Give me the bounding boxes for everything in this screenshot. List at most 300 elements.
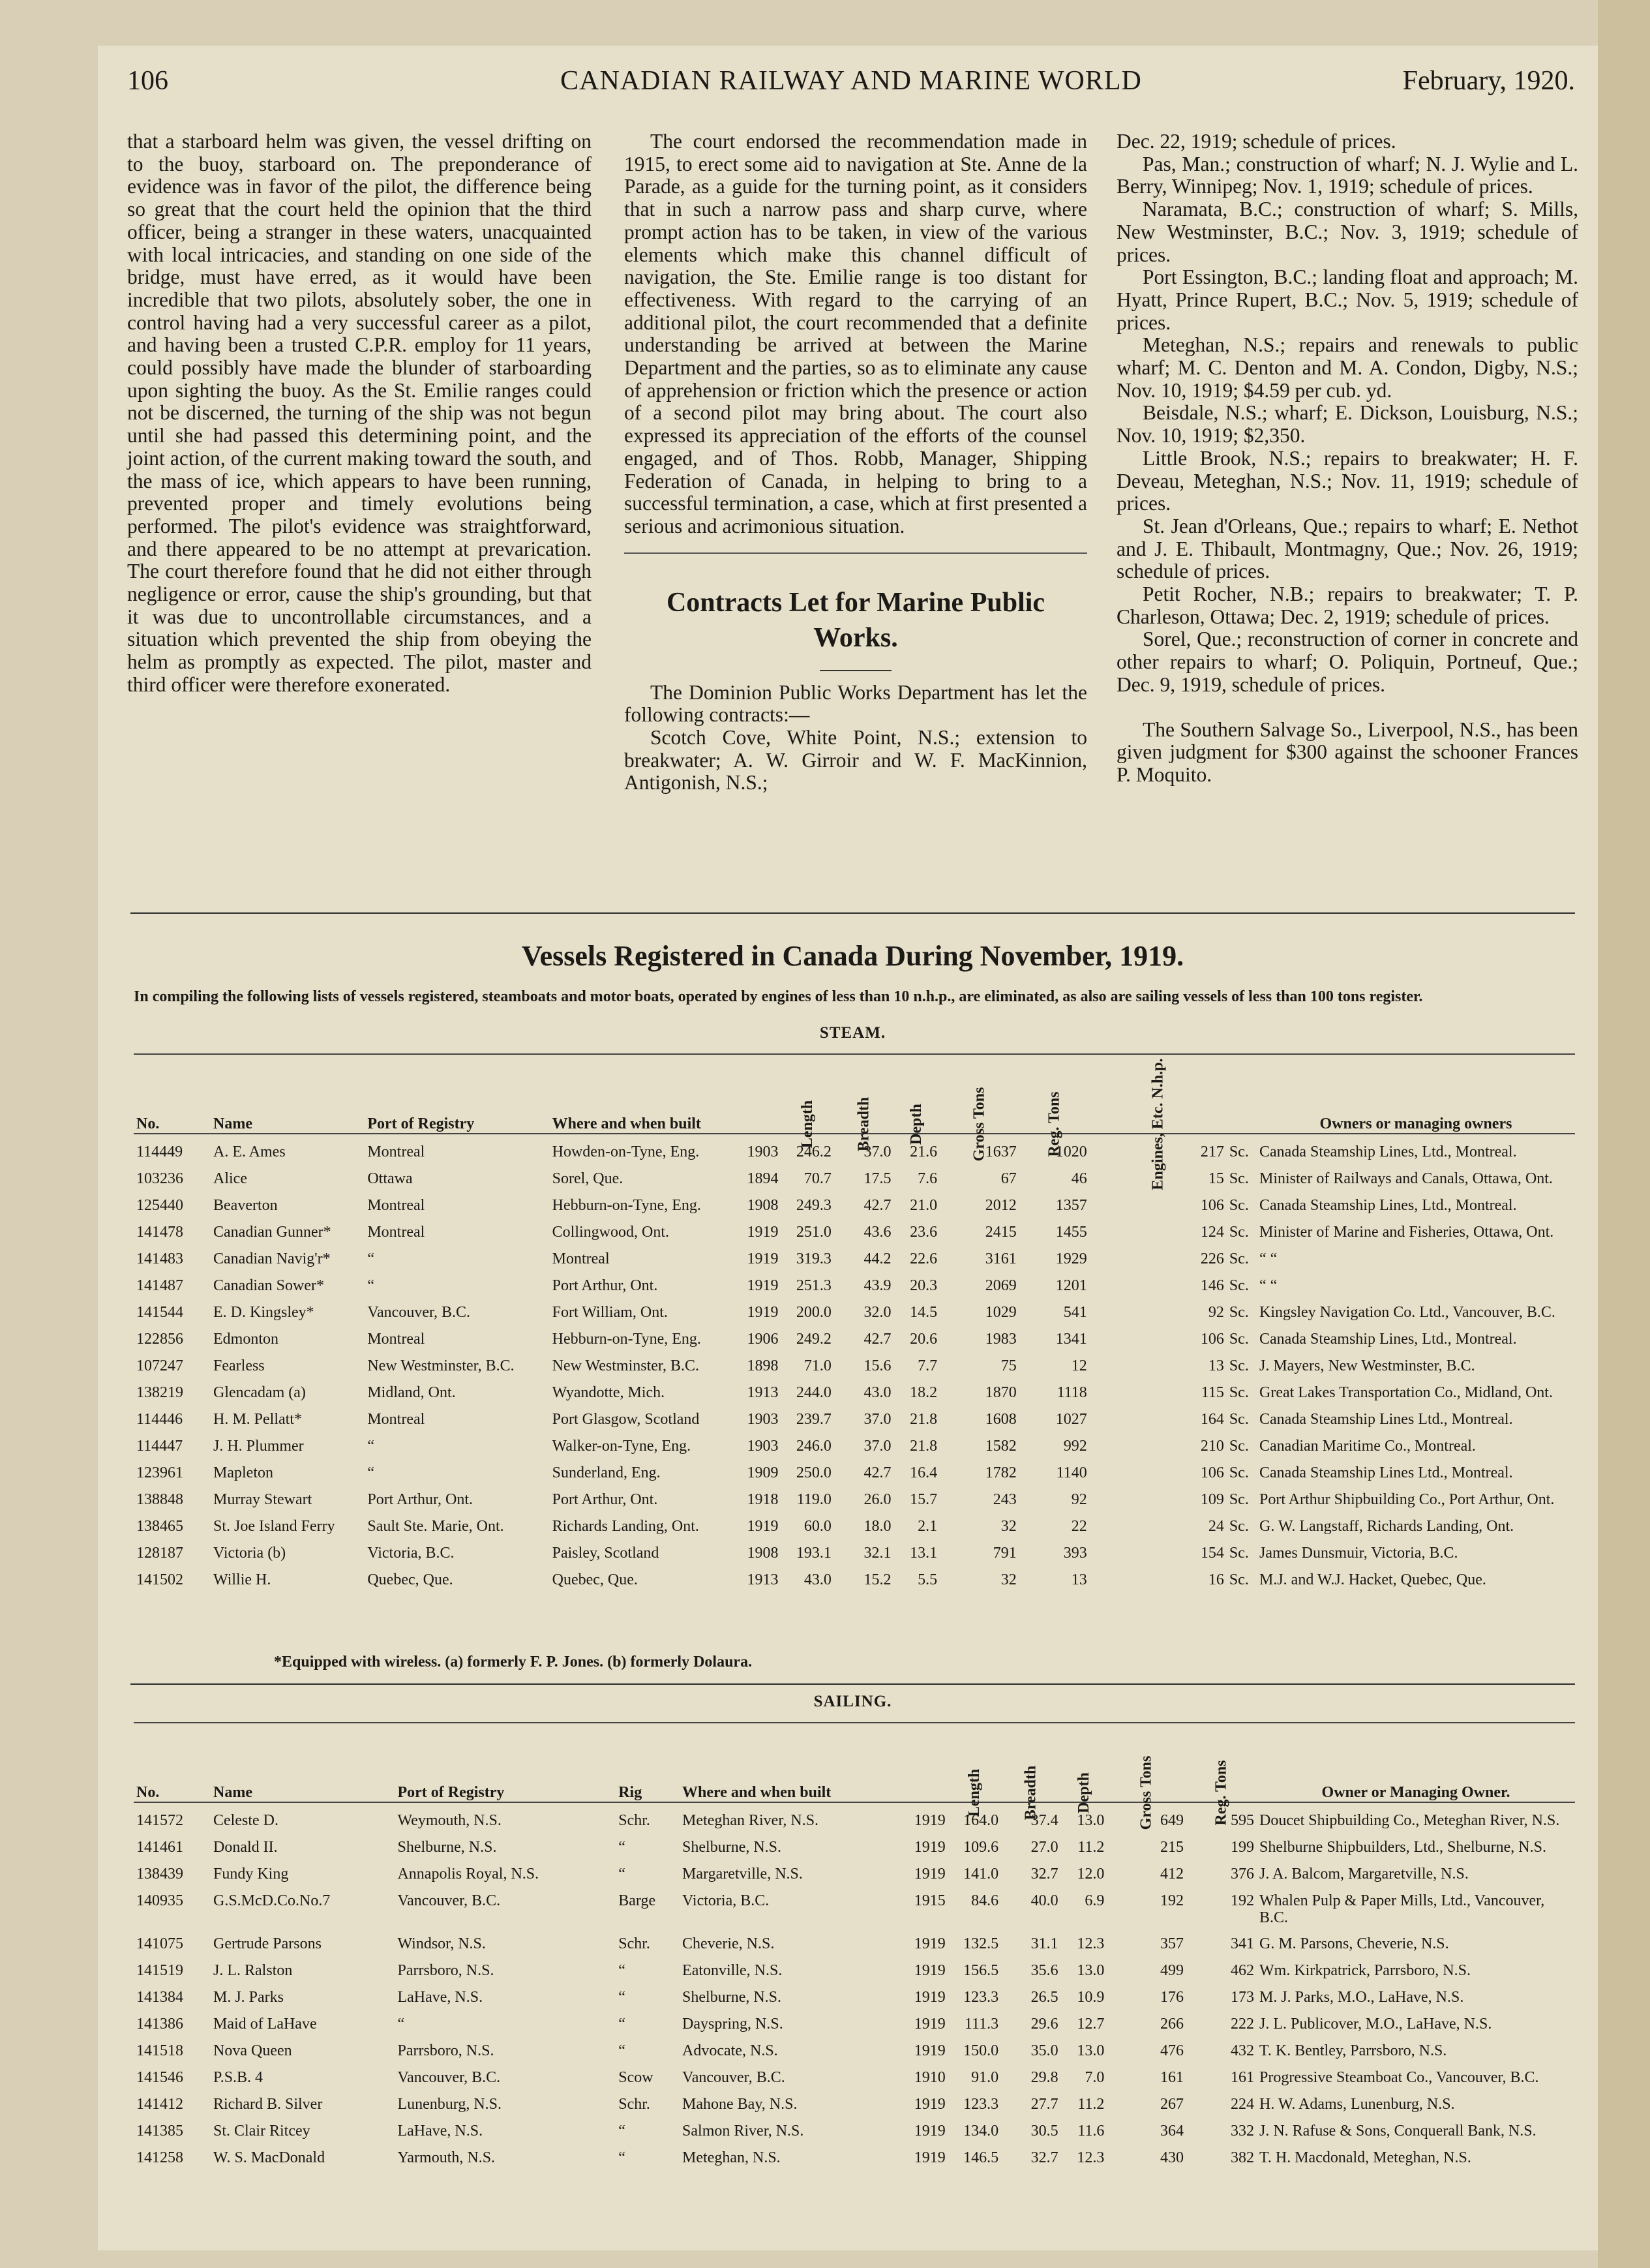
table-row bbox=[134, 1215, 1575, 1241]
table-cell: “ bbox=[618, 1839, 625, 1856]
registry-number: 114446 bbox=[136, 1411, 183, 1428]
table-cell: 11.6 bbox=[1077, 2123, 1105, 2139]
table-cell: 192 bbox=[1160, 1892, 1184, 1909]
col-header: Depth bbox=[1075, 1772, 1092, 1813]
table-cell: 649 bbox=[1160, 1812, 1184, 1829]
table-cell: 1608 bbox=[985, 1411, 1017, 1428]
table-cell: 35.0 bbox=[1030, 2042, 1058, 2059]
table-cell: 791 bbox=[993, 1545, 1017, 1562]
table-cell: 1903 bbox=[747, 1411, 779, 1428]
table-cell: 42.7 bbox=[863, 1197, 892, 1214]
table-cell: 12.3 bbox=[1077, 1935, 1105, 1952]
table-row bbox=[134, 1856, 1575, 1883]
table-cell: 43.0 bbox=[803, 1571, 832, 1588]
table-cell: Sc. bbox=[1229, 1224, 1249, 1241]
contract-item: St. Jean d'Orleans, Que.; repairs to wharf; E. Nethot and J. E. Thibault, Montmagny, Que.; Nov. 26, 1919; schedule of prices. bbox=[1117, 514, 1578, 583]
col-header: Engines, Etc. N.h.p. bbox=[1149, 1058, 1167, 1190]
table-cell: 1455 bbox=[1055, 1224, 1087, 1241]
table-cell: 193.1 bbox=[796, 1545, 832, 1562]
owner-cell: “ “ bbox=[1259, 1250, 1278, 1267]
table-cell: 106 bbox=[1200, 1331, 1224, 1348]
table-cell: 13.0 bbox=[1077, 1812, 1105, 1829]
table-cell: “ bbox=[618, 2016, 625, 2033]
table-cell: 382 bbox=[1231, 2149, 1254, 2166]
owner-cell: G. W. Langstaff, Richards Landing, Ont. bbox=[1259, 1518, 1514, 1535]
table-cell: 164.0 bbox=[963, 1812, 999, 1829]
table-cell: Montreal bbox=[367, 1197, 425, 1214]
steam-footnote: *Equipped with wireless. (a) formerly F. P. Jones. (b) formerly Dolaura. bbox=[274, 1654, 753, 1671]
vessel-name: Canadian Gunner* bbox=[213, 1224, 331, 1241]
table-cell: Ottawa bbox=[367, 1170, 413, 1187]
table-cell: 109 bbox=[1200, 1491, 1224, 1508]
registry-number: 138439 bbox=[136, 1866, 183, 1882]
issue-date: February, 1920. bbox=[1402, 66, 1575, 96]
table-cell: 164 bbox=[1200, 1411, 1224, 1428]
table-row bbox=[134, 1322, 1575, 1348]
col-header: Reg. Tons bbox=[1045, 1091, 1063, 1157]
table-cell: 1913 bbox=[747, 1384, 779, 1401]
vessel-name: G.S.McD.Co.No.7 bbox=[213, 1892, 331, 1909]
table-cell: 29.8 bbox=[1030, 2069, 1058, 2086]
table-cell: 1027 bbox=[1055, 1411, 1087, 1428]
table-cell: Sc. bbox=[1229, 1143, 1249, 1160]
table-cell: Meteghan, N.S. bbox=[682, 2149, 781, 2166]
owner-cell: Great Lakes Transportation Co., Midland, Ont. bbox=[1259, 1384, 1553, 1401]
table-cell: 43.0 bbox=[863, 1384, 892, 1401]
table-cell: 1898 bbox=[747, 1357, 779, 1374]
table-cell: Shelburne, N.S. bbox=[397, 1839, 497, 1856]
table-cell: 1918 bbox=[747, 1491, 779, 1508]
table-cell: 1919 bbox=[914, 1866, 946, 1882]
registry-number: 138465 bbox=[136, 1518, 183, 1535]
table-cell: 1919 bbox=[747, 1224, 779, 1241]
table-cell: 17.5 bbox=[863, 1170, 892, 1187]
table-cell: “ bbox=[367, 1438, 374, 1455]
table-cell: Margaretville, N.S. bbox=[682, 1866, 803, 1882]
table-cell: 1029 bbox=[985, 1304, 1017, 1321]
table-cell: Sunderland, Eng. bbox=[552, 1464, 661, 1481]
table-cell: 22.6 bbox=[910, 1250, 938, 1267]
owner-cell: J. N. Rafuse & Sons, Conquerall Bank, N.S. bbox=[1259, 2123, 1537, 2139]
table-cell: 243 bbox=[993, 1491, 1017, 1508]
table-cell: 7.6 bbox=[918, 1170, 938, 1187]
table-cell: Sc. bbox=[1229, 1545, 1249, 1562]
table-cell: 1919 bbox=[914, 1935, 946, 1952]
owner-cell: Progressive Steamboat Co., Vancouver, B.C. bbox=[1259, 2069, 1539, 2086]
salvage-note: The Southern Salvage So., Liverpool, N.S., has been given judgment for $300 against the schooner Frances P. Moquito. bbox=[1117, 718, 1578, 786]
table-cell: 226 bbox=[1200, 1250, 1224, 1267]
table-cell: 1919 bbox=[914, 2123, 946, 2139]
table-cell: 2012 bbox=[985, 1197, 1017, 1214]
table-cell: New Westminster, B.C. bbox=[552, 1357, 699, 1374]
owner-cell: Whalen Pulp & Paper Mills, Ltd., Vancouver, B.C. bbox=[1259, 1892, 1545, 1926]
col-header: Port of Registry bbox=[367, 1115, 475, 1132]
table-cell: 2415 bbox=[985, 1224, 1017, 1241]
table-cell: 332 bbox=[1231, 2123, 1254, 2139]
table-cell: 595 bbox=[1231, 1812, 1254, 1829]
table-cell: 18.0 bbox=[863, 1518, 892, 1535]
vessel-name: St. Joe Island Ferry bbox=[213, 1518, 335, 1535]
table-cell: 124 bbox=[1200, 1224, 1224, 1241]
table-cell: 13 bbox=[1208, 1357, 1224, 1374]
vessel-name: W. S. MacDonald bbox=[213, 2149, 325, 2166]
table-cell: Port Arthur, Ont. bbox=[367, 1491, 473, 1508]
table-cell: 15.6 bbox=[863, 1357, 892, 1374]
vessel-name: Beaverton bbox=[213, 1197, 278, 1214]
table-row bbox=[134, 1953, 1575, 1980]
table-cell: 1919 bbox=[747, 1250, 779, 1267]
table-cell: 246.0 bbox=[796, 1438, 832, 1455]
table-cell: 1919 bbox=[914, 1812, 946, 1829]
vessel-name: Murray Stewart bbox=[213, 1491, 312, 1508]
table-cell: 44.2 bbox=[863, 1250, 892, 1267]
table-cell: 84.6 bbox=[971, 1892, 999, 1909]
table-row bbox=[134, 2113, 1575, 2140]
table-row bbox=[134, 2060, 1575, 2087]
table-cell: 1870 bbox=[985, 1384, 1017, 1401]
contract-item: Petit Rocher, N.B.; repairs to breakwater; T. P. Charleson, Ottawa; Dec. 2, 1919; schedule of prices. bbox=[1117, 582, 1578, 628]
paragraph: The court endorsed the recommendation made in 1915, to erect some aid to navigation at Ste. Anne de la Parade, as a guide for the turning point, as it considers that in such a narrow pass and sharp curve, where prompt action has to be taken, in view of the various elements which make this channel difficult of navigation, the Ste. Emilie range is too distant for effectiveness. With regard to the carrying of an additional pilot, the court recommended that a definite understanding be arrived at between the Marine Department and the parties, so as to eliminate any cause of apprehension or friction which the presence or action of a second pilot may bring about. The court also expressed its appreciation of the efforts of the counsel engaged, and of Thos. Robb, Manager, Shipping Federation of Canada, in helping to bring to a successful termination, a case, which at first presented a serious and acrimonious situation. bbox=[624, 130, 1087, 537]
table-cell: 173 bbox=[1231, 1989, 1254, 2006]
owner-cell: J. A. Balcom, Margaretville, N.S. bbox=[1259, 1866, 1469, 1882]
divider bbox=[624, 552, 1087, 554]
owner-cell: G. M. Parsons, Cheverie, N.S. bbox=[1259, 1935, 1449, 1952]
registry-number: 125440 bbox=[136, 1197, 183, 1214]
table-cell: 43.9 bbox=[863, 1277, 892, 1294]
table-cell: 161 bbox=[1231, 2069, 1254, 2086]
table-cell: Sault Ste. Marie, Ont. bbox=[367, 1518, 504, 1535]
col-header: Owners or managing owners bbox=[1319, 1115, 1512, 1132]
table-cell: Quebec, Que. bbox=[552, 1571, 638, 1588]
table-cell: Annapolis Royal, N.S. bbox=[397, 1866, 539, 1882]
table-row bbox=[134, 2006, 1575, 2033]
registry-number: 107247 bbox=[136, 1357, 183, 1374]
vessel-name: Canadian Navig'r* bbox=[213, 1250, 331, 1267]
table-cell: 27.7 bbox=[1030, 2096, 1058, 2113]
table-cell: “ bbox=[618, 2042, 625, 2059]
table-row bbox=[134, 1268, 1575, 1295]
table-cell: 1903 bbox=[747, 1438, 779, 1455]
registry-number: 141487 bbox=[136, 1277, 183, 1294]
col-header: No. bbox=[136, 1784, 160, 1801]
table-cell: 92 bbox=[1208, 1304, 1224, 1321]
table-cell: Parrsboro, N.S. bbox=[397, 2042, 494, 2059]
table-cell: 200.0 bbox=[796, 1304, 832, 1321]
table-cell: “ bbox=[618, 2123, 625, 2139]
table-cell: Schr. bbox=[618, 1935, 650, 1952]
vessel-name: Alice bbox=[213, 1170, 247, 1187]
table-cell: 75 bbox=[1000, 1357, 1017, 1374]
owner-cell: Shelburne Shipbuilders, Ltd., Shelburne, N.S. bbox=[1259, 1839, 1546, 1856]
table-cell: 1915 bbox=[914, 1892, 946, 1909]
table-cell: 1983 bbox=[985, 1331, 1017, 1348]
table-cell: Fort William, Ont. bbox=[552, 1304, 668, 1321]
table-cell: Weymouth, N.S. bbox=[397, 1812, 502, 1829]
registry-number: 138219 bbox=[136, 1384, 183, 1401]
table-cell: 20.6 bbox=[910, 1331, 938, 1348]
steam-label: STEAM. bbox=[819, 1024, 886, 1042]
table-cell: 16.4 bbox=[910, 1464, 938, 1481]
vessel-name: Fearless bbox=[213, 1357, 265, 1374]
table-cell: 27.0 bbox=[1030, 1839, 1058, 1856]
table-row bbox=[134, 1883, 1575, 1926]
owner-cell: Minister of Railways and Canals, Ottawa, Ont. bbox=[1259, 1170, 1553, 1187]
table-cell: Lunenburg, N.S. bbox=[397, 2096, 502, 2113]
contract-item: Scotch Cove, White Point, N.S.; extension to breakwater; A. W. Girroir and W. F. MacKinnion, Antigonish, N.S.; bbox=[624, 726, 1087, 794]
vessel-name: St. Clair Ritcey bbox=[213, 2123, 310, 2139]
table-cell: Sc. bbox=[1229, 1331, 1249, 1348]
owner-cell: Port Arthur Shipbuilding Co., Port Arthur, Ont. bbox=[1259, 1491, 1555, 1508]
registry-number: 123961 bbox=[136, 1464, 183, 1481]
table-cell: 119.0 bbox=[796, 1491, 832, 1508]
registry-number: 141572 bbox=[136, 1812, 183, 1829]
table-cell: 1910 bbox=[914, 2069, 946, 2086]
owner-cell: Canada Steamship Lines Ltd., Montreal. bbox=[1259, 1464, 1513, 1481]
table-cell: “ bbox=[367, 1250, 374, 1267]
table-cell: Barge bbox=[618, 1892, 656, 1909]
table-cell: Meteghan River, N.S. bbox=[682, 1812, 819, 1829]
table-cell: 14.5 bbox=[910, 1304, 938, 1321]
table-cell: 1020 bbox=[1055, 1143, 1087, 1160]
table-cell: Vancouver, B.C. bbox=[397, 1892, 501, 1909]
table-cell: Walker-on-Tyne, Eng. bbox=[552, 1438, 691, 1455]
table-cell: Victoria, B.C. bbox=[367, 1545, 455, 1562]
table-cell: 16 bbox=[1208, 1571, 1224, 1588]
table-row bbox=[134, 2140, 1575, 2167]
vessel-name: Nova Queen bbox=[213, 2042, 292, 2059]
table-cell: 192 bbox=[1231, 1892, 1254, 1909]
table-cell: Shelburne, N.S. bbox=[682, 1989, 782, 2006]
table-cell: Schr. bbox=[618, 1812, 650, 1829]
owner-cell: M. J. Parks, M.O., LaHave, N.S. bbox=[1259, 1989, 1464, 2006]
table-cell: Sc. bbox=[1229, 1304, 1249, 1321]
table-cell: “ bbox=[397, 2016, 405, 2033]
table-cell: 1906 bbox=[747, 1331, 779, 1348]
section-heading: Contracts Let for Marine Public Works. bbox=[666, 587, 1045, 653]
journal-title: CANADIAN RAILWAY AND MARINE WORLD bbox=[560, 66, 1142, 96]
col-header: No. bbox=[136, 1115, 160, 1132]
table-cell: 5.5 bbox=[918, 1571, 938, 1588]
table-cell: Montreal bbox=[367, 1224, 425, 1241]
registry-number: 122856 bbox=[136, 1331, 183, 1348]
table-cell: Cheverie, N.S. bbox=[682, 1935, 775, 1952]
column-1 bbox=[127, 130, 592, 697]
table-cell: Sc. bbox=[1229, 1411, 1249, 1428]
table-cell: 20.3 bbox=[910, 1277, 938, 1294]
table-row bbox=[134, 1926, 1575, 1953]
table-cell: Parrsboro, N.S. bbox=[397, 1962, 494, 1979]
table-cell: 1909 bbox=[747, 1464, 779, 1481]
vessel-name: P.S.B. 4 bbox=[213, 2069, 263, 2086]
col-header bbox=[1227, 1054, 1257, 1134]
table-cell: Port Glasgow, Scotland bbox=[552, 1411, 700, 1428]
table-cell: 32.0 bbox=[863, 1304, 892, 1321]
table-row bbox=[134, 1188, 1575, 1215]
table-cell: 37.0 bbox=[863, 1438, 892, 1455]
table-cell: Sc. bbox=[1229, 1384, 1249, 1401]
vessels-title: Vessels Registered in Canada During November, 1919. bbox=[521, 940, 1184, 972]
table-cell: 29.6 bbox=[1030, 2016, 1058, 2033]
col-header: Where and when built bbox=[552, 1115, 701, 1132]
registry-number: 141075 bbox=[136, 1935, 183, 1952]
owner-cell: Minister of Marine and Fisheries, Ottawa, Ont. bbox=[1259, 1224, 1554, 1241]
vessel-name: Willie H. bbox=[213, 1571, 271, 1588]
table-row bbox=[134, 1241, 1575, 1268]
table-cell: 91.0 bbox=[971, 2069, 999, 2086]
contract-item: Dec. 22, 1919; schedule of prices. bbox=[1117, 130, 1396, 153]
table-cell: 123.3 bbox=[963, 2096, 999, 2113]
registry-number: 141412 bbox=[136, 2096, 183, 2113]
table-cell: 21.8 bbox=[910, 1411, 938, 1428]
table-row bbox=[134, 1509, 1575, 1535]
vessel-name: Mapleton bbox=[213, 1464, 273, 1481]
contract-item: Naramata, B.C.; construction of wharf; S. Mills, New Westminster, B.C.; Nov. 3, 1919; schedule of prices. bbox=[1117, 198, 1578, 266]
contract-item: Sorel, Que.; reconstruction of corner in concrete and other repairs to wharf; O. Poliquin, Portneuf, Que.; Dec. 9, 1919, schedule of prices. bbox=[1117, 627, 1578, 696]
vessels-intro: In compiling the following lists of vessels registered, steamboats and motor boats, operated by engines of less than 10 n.h.p., are eliminated, as also are sailing vessels of less than 100 tons register. bbox=[134, 988, 1423, 1005]
col-header: Length bbox=[965, 1768, 983, 1817]
table-cell: 2069 bbox=[985, 1277, 1017, 1294]
registry-number: 141461 bbox=[136, 1839, 183, 1856]
table-header-row bbox=[134, 1723, 1575, 1802]
table-row bbox=[134, 1375, 1575, 1402]
registry-number: 140935 bbox=[136, 1892, 183, 1909]
table-cell: 32.7 bbox=[1030, 2149, 1058, 2166]
column-3 bbox=[1117, 130, 1578, 787]
table-cell: 541 bbox=[1063, 1304, 1087, 1321]
contract-item: Pas, Man.; construction of wharf; N. J. Wylie and L. Berry, Winnipeg; Nov. 1, 1919; schedule of prices. bbox=[1117, 152, 1578, 198]
table-cell: 1919 bbox=[747, 1277, 779, 1294]
table-cell: 1903 bbox=[747, 1143, 779, 1160]
table-cell: 71.0 bbox=[803, 1357, 832, 1374]
table-cell: 26.5 bbox=[1030, 1989, 1058, 2006]
col-header: Rig bbox=[618, 1784, 642, 1801]
table-cell: 249.3 bbox=[796, 1197, 832, 1214]
table-cell: 23.6 bbox=[910, 1224, 938, 1241]
vessel-name: E. D. Kingsley* bbox=[213, 1304, 314, 1321]
table-cell: 1140 bbox=[1056, 1464, 1087, 1481]
registry-number: 114447 bbox=[136, 1438, 183, 1455]
table-cell: 18.2 bbox=[910, 1384, 938, 1401]
owner-cell: H. W. Adams, Lunenburg, N.S. bbox=[1259, 2096, 1455, 2113]
table-cell: Eatonville, N.S. bbox=[682, 1962, 783, 1979]
table-cell: Salmon River, N.S. bbox=[682, 2123, 804, 2139]
table-cell: 43.6 bbox=[863, 1224, 892, 1241]
table-cell: 150.0 bbox=[963, 2042, 999, 2059]
table-cell: 1929 bbox=[1055, 1250, 1087, 1267]
registry-number: 141546 bbox=[136, 2069, 183, 2086]
table-cell: 1913 bbox=[747, 1571, 779, 1588]
table-cell: 13.1 bbox=[910, 1545, 938, 1562]
owner-cell: Doucet Shipbuilding Co., Meteghan River, N.S. bbox=[1259, 1812, 1560, 1829]
table-cell: 239.7 bbox=[796, 1411, 832, 1428]
table-cell: Schr. bbox=[618, 2096, 650, 2113]
steam-table bbox=[134, 1053, 1575, 1589]
registry-number: 141544 bbox=[136, 1304, 183, 1321]
sailing-label: SAILING. bbox=[813, 1693, 892, 1710]
col-header: Port of Registry bbox=[397, 1784, 505, 1801]
table-cell: 246.2 bbox=[796, 1143, 832, 1160]
table-cell: Montreal bbox=[367, 1331, 425, 1348]
col-header: Name bbox=[213, 1115, 252, 1132]
table-cell: 12 bbox=[1071, 1357, 1087, 1374]
table-cell: 199 bbox=[1231, 1839, 1254, 1856]
table-cell: Shelburne, N.S. bbox=[682, 1839, 782, 1856]
registry-number: 141385 bbox=[136, 2123, 183, 2139]
table-row bbox=[134, 1161, 1575, 1188]
table-cell: 156.5 bbox=[963, 1962, 999, 1979]
table-cell: Montreal bbox=[367, 1411, 425, 1428]
table-cell: 6.9 bbox=[1085, 1892, 1105, 1909]
section-rule bbox=[130, 912, 1575, 914]
contract-item: Little Brook, N.S.; repairs to breakwater; H. F. Deveau, Meteghan, N.S.; Nov. 11, 1919; schedule of prices. bbox=[1117, 446, 1578, 515]
registry-number: 141384 bbox=[136, 1989, 183, 2006]
table-cell: 37.0 bbox=[863, 1411, 892, 1428]
table-cell: 40.0 bbox=[1030, 1892, 1058, 1909]
table-cell: 1582 bbox=[985, 1438, 1017, 1455]
table-cell: 32.7 bbox=[1030, 1866, 1058, 1882]
table-cell: 92 bbox=[1071, 1491, 1087, 1508]
col-header: Length bbox=[798, 1100, 816, 1149]
owner-cell: Kingsley Navigation Co. Ltd., Vancouver, B.C. bbox=[1259, 1304, 1555, 1321]
owner-cell: J. Mayers, New Westminster, B.C. bbox=[1259, 1357, 1475, 1374]
table-row bbox=[134, 2033, 1575, 2060]
table-row bbox=[134, 1134, 1575, 1161]
page-number: 106 bbox=[127, 66, 168, 96]
owner-cell: “ “ bbox=[1259, 1277, 1278, 1294]
table-cell: 7.7 bbox=[918, 1357, 938, 1374]
table-cell: 250.0 bbox=[796, 1464, 832, 1481]
table-cell: 244.0 bbox=[796, 1384, 832, 1401]
table-cell: “ bbox=[618, 1866, 625, 1882]
table-cell: 15 bbox=[1208, 1170, 1224, 1187]
table-cell: 109.6 bbox=[963, 1839, 999, 1856]
table-cell: 67 bbox=[1000, 1170, 1017, 1187]
table-cell: Sc. bbox=[1229, 1571, 1249, 1588]
table-cell: 1919 bbox=[914, 1989, 946, 2006]
table-cell: 430 bbox=[1160, 2149, 1184, 2166]
table-cell: 251.3 bbox=[796, 1277, 832, 1294]
column-2 bbox=[624, 130, 1087, 794]
table-cell: Scow bbox=[618, 2069, 653, 2086]
table-cell: “ bbox=[367, 1277, 374, 1294]
section-rule bbox=[130, 1683, 1575, 1685]
table-cell: Dayspring, N.S. bbox=[682, 2016, 783, 2033]
table-cell: Advocate, N.S. bbox=[682, 2042, 778, 2059]
table-cell: Sc. bbox=[1229, 1438, 1249, 1455]
table-cell: 462 bbox=[1231, 1962, 1254, 1979]
table-cell: 141.0 bbox=[963, 1866, 999, 1882]
contract-item: Beisdale, N.S.; wharf; E. Dickson, Louisburg, N.S.; Nov. 10, 1919; $2,350. bbox=[1117, 401, 1578, 447]
col-header: Gross Tons bbox=[970, 1087, 988, 1162]
table-cell: 146 bbox=[1200, 1277, 1224, 1294]
table-cell: 249.2 bbox=[796, 1331, 832, 1348]
table-cell: 432 bbox=[1231, 2042, 1254, 2059]
table-cell: “ bbox=[618, 2149, 625, 2166]
table-cell: 1894 bbox=[747, 1170, 779, 1187]
table-cell: “ bbox=[618, 1989, 625, 2006]
table-cell: 341 bbox=[1231, 1935, 1254, 1952]
table-row bbox=[134, 1402, 1575, 1429]
owner-cell: T. H. Macdonald, Meteghan, N.S. bbox=[1259, 2149, 1471, 2166]
table-cell: Victoria, B.C. bbox=[682, 1892, 770, 1909]
registry-number: 103236 bbox=[136, 1170, 183, 1187]
table-cell: 46 bbox=[1071, 1170, 1087, 1187]
table-cell: Windsor, N.S. bbox=[397, 1935, 486, 1952]
table-cell: 22 bbox=[1071, 1518, 1087, 1535]
binding-edge bbox=[1598, 0, 1650, 2268]
table-cell: LaHave, N.S. bbox=[397, 2123, 483, 2139]
table-cell: 70.7 bbox=[803, 1170, 832, 1187]
